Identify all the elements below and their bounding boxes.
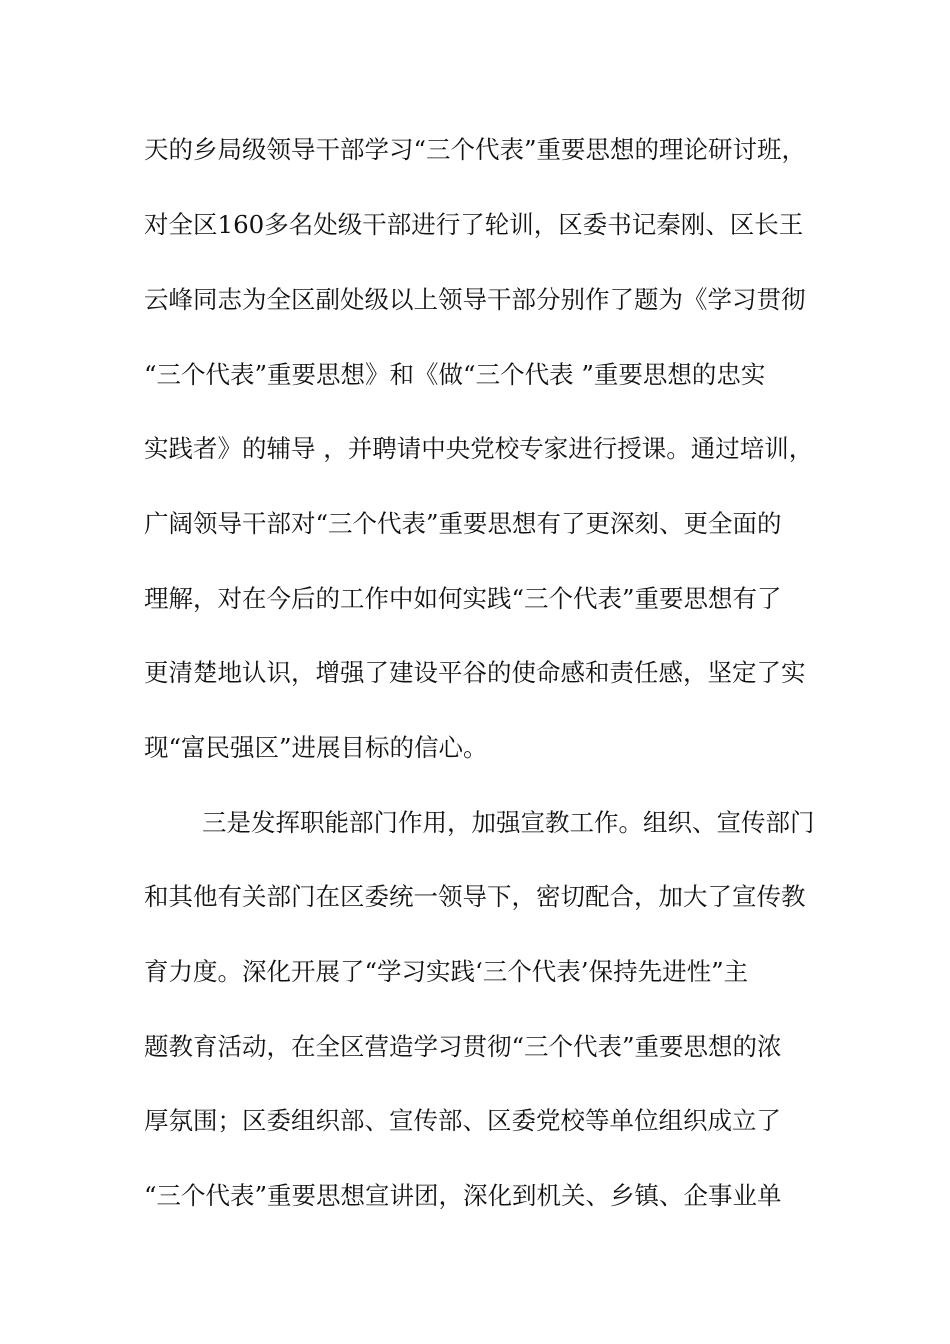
text-line-15: “三个代表”重要思想宣讲团，深化到机关、乡镇、企事业单 [144,1181,782,1210]
text-line-3: 云峰同志为全区副处级以上领导干部分别作了题为《学习贯彻 [144,285,806,314]
text-line-4: “三个代表”重要思想》和《做“三个代表 ”重要思想的忠实 [144,360,766,389]
text-line-12: 育力度。深化开展了“学习实践‘三个代表’保持先进性”主 [144,957,749,986]
text-line-11: 和其他有关部门在区委统一领导下，密切配合，加大了宣传教 [144,882,806,911]
text-line-2: 对全区160多名处级干部进行了轮训，区委书记秦刚、区长王 [144,210,804,239]
text-line-6: 广阔领导干部对“三个代表”重要思想有了更深刻、更全面的 [144,509,782,538]
text-line-5: 实践者》的辅导 ，并聘请中央党校专家进行授课。通过培训， [144,434,814,463]
text-line-8: 更清楚地认识，增强了建设平谷的使命感和责任感，坚定了实 [144,658,806,687]
text-line-7: 理解，对在今后的工作中如何实践“三个代表”重要思想有了 [144,584,782,613]
paragraph-start-line: 三是发挥职能部门作用，加强宣教工作。组织、宣传部门 [202,808,815,837]
text-line-13: 题教育活动，在全区营造学习贯彻“三个代表”重要思想的浓 [144,1032,782,1061]
text-line-9: 现“富民强区”进展目标的信心。 [144,733,488,762]
text-line-1: 天的乡局级领导干部学习“三个代表”重要思想的理论研讨班， [144,135,807,164]
text-line-14: 厚氛围；区委组织部、宣传部、区委党校等单位组织成立了 [144,1106,781,1135]
